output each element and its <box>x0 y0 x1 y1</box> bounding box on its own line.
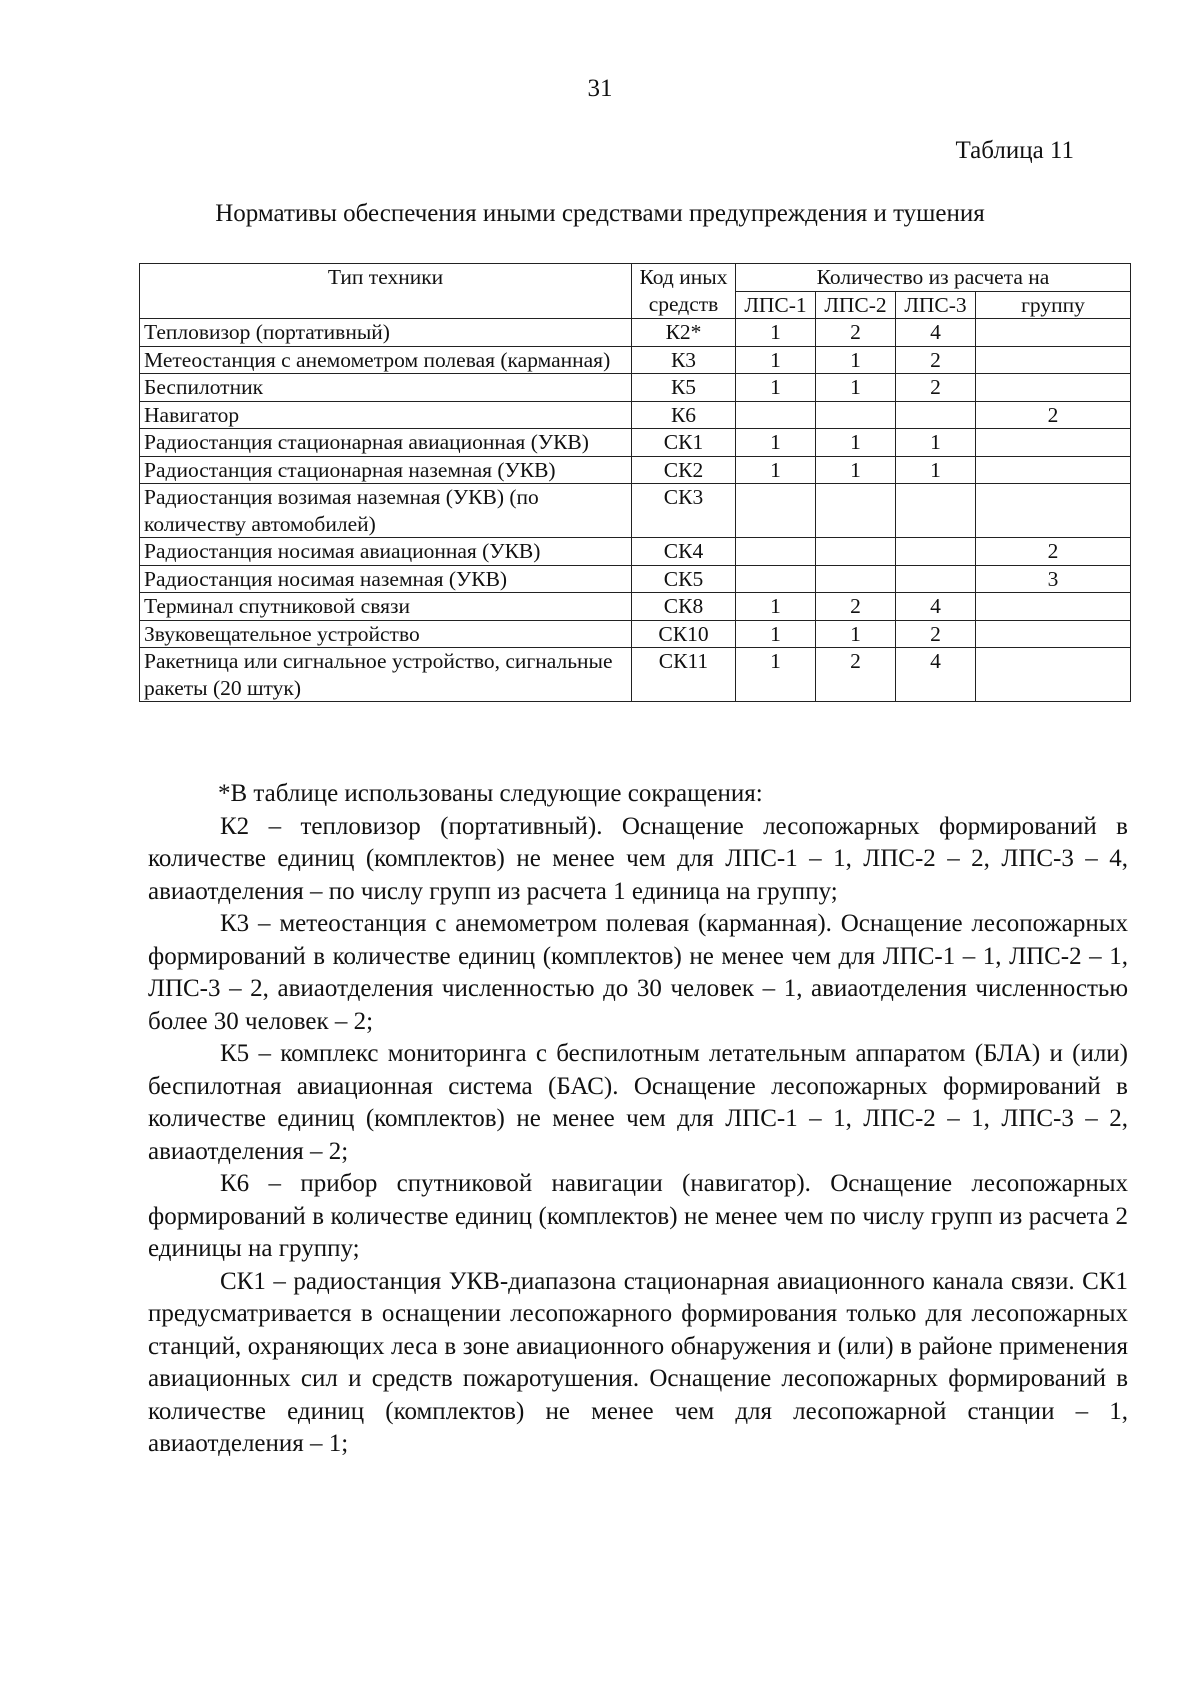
row-group-cell: 2 <box>976 401 1131 429</box>
row-group-cell <box>976 620 1131 648</box>
row-lps3-cell: 2 <box>896 346 976 374</box>
row-code-cell: СК1 <box>632 429 736 457</box>
note-paragraph: К5 – комплекс мониторинга с беспилотным летательным аппаратом (БЛА) и (или) беспилотная авиационная система (БАС). Оснащение лесопожарных формирований в количестве единиц (комплектов) не менее чем для ЛПС-1 – 1, ЛПС-2 – 1, ЛПС-3 – 2, авиаотделения – 2; <box>148 1040 1128 1165</box>
row-group-cell <box>976 319 1131 347</box>
table-row <box>140 648 1131 702</box>
row-lps3-cell: 1 <box>896 429 976 457</box>
table-row <box>140 565 1131 593</box>
row-lps2-cell: 1 <box>816 346 896 374</box>
note-paragraph: К3 – метеостанция с анемометром полевая (карманная). Оснащение лесопожарных формирований в количестве единиц (комплектов) не менее чем для ЛПС-1 – 1, ЛПС-2 – 1, ЛПС-3 – 2, авиаотделения численностью до 30 человек – 1, авиаотделения численностью более 30 человек – 2; <box>148 910 1128 1035</box>
header-lps1: ЛПС-1 <box>736 291 816 319</box>
row-name-cell: Радиостанция стационарная наземная (УКВ) <box>140 456 632 484</box>
row-group-cell <box>976 456 1131 484</box>
row-lps3-cell <box>896 538 976 566</box>
row-lps1-cell <box>736 484 816 538</box>
table-row <box>140 346 1131 374</box>
row-lps1-cell: 1 <box>736 319 816 347</box>
row-lps2-cell: 2 <box>816 648 896 702</box>
row-name-cell: Звуковещательное устройство <box>140 620 632 648</box>
table-body <box>140 319 1131 702</box>
row-lps2-cell: 1 <box>816 429 896 457</box>
row-code-cell: К5 <box>632 374 736 402</box>
table-row <box>140 456 1131 484</box>
table-row <box>140 620 1131 648</box>
notes-section <box>148 778 1128 1461</box>
row-lps3-cell <box>896 565 976 593</box>
row-group-cell: 2 <box>976 538 1131 566</box>
row-lps1-cell: 1 <box>736 648 816 702</box>
table-row <box>140 429 1131 457</box>
row-lps2-cell <box>816 484 896 538</box>
note-paragraph: К6 – прибор спутниковой навигации (навигатор). Оснащение лесопожарных формирований в количестве единиц (комплектов) не менее чем по числу групп из расчета 2 единицы на группу; <box>148 1170 1128 1262</box>
row-lps1-cell: 1 <box>736 346 816 374</box>
row-lps1-cell: 1 <box>736 456 816 484</box>
row-lps3-cell: 4 <box>896 319 976 347</box>
row-group-cell <box>976 648 1131 702</box>
notes-intro: *В таблице использованы следующие сокращения: <box>218 780 763 807</box>
row-lps1-cell: 1 <box>736 429 816 457</box>
row-lps1-cell: 1 <box>736 593 816 621</box>
row-group-cell <box>976 429 1131 457</box>
note-paragraph: СК1 – радиостанция УКВ-диапазона стационарная авиационного канала связи. СК1 предусматривается в оснащении лесопожарного формирования только для лесопожарных станций, охраняющих леса в зоне авиационного обнаружения и (или) в районе применения авиационных сил и средств пожаротушения. Оснащение лесопожарных формирований в количестве единиц (комплектов) не менее чем для лесопожарной станции – 1, авиаотделения – 1; <box>148 1267 1128 1457</box>
norms-table <box>139 263 1131 702</box>
row-name-cell: Навигатор <box>140 401 632 429</box>
page-number: 31 <box>587 75 613 102</box>
header-lps2: ЛПС-2 <box>816 291 896 319</box>
row-lps1-cell: 1 <box>736 374 816 402</box>
row-group-cell <box>976 374 1131 402</box>
table-row <box>140 538 1131 566</box>
row-lps2-cell <box>816 401 896 429</box>
row-lps3-cell: 4 <box>896 648 976 702</box>
row-lps2-cell <box>816 565 896 593</box>
table-row <box>140 319 1131 347</box>
row-lps3-cell: 2 <box>896 620 976 648</box>
row-group-cell: 3 <box>976 565 1131 593</box>
row-lps1-cell <box>736 565 816 593</box>
row-lps2-cell: 1 <box>816 620 896 648</box>
row-lps1-cell <box>736 538 816 566</box>
row-code-cell: К6 <box>632 401 736 429</box>
row-lps2-cell: 1 <box>816 374 896 402</box>
row-lps3-cell <box>896 484 976 538</box>
row-lps3-cell: 4 <box>896 593 976 621</box>
row-name-cell: Метеостанция с анемометром полевая (карманная) <box>140 346 632 374</box>
row-lps2-cell: 1 <box>816 456 896 484</box>
row-name-cell: Ракетница или сигнальное устройство, сигнальные ракеты (20 штук) <box>140 648 632 702</box>
row-code-cell: СК5 <box>632 565 736 593</box>
row-lps2-cell <box>816 538 896 566</box>
row-code-cell: СК2 <box>632 456 736 484</box>
row-code-cell: СК11 <box>632 648 736 702</box>
row-code-cell: К2* <box>632 319 736 347</box>
row-lps3-cell: 2 <box>896 374 976 402</box>
row-name-cell: Беспилотник <box>140 374 632 402</box>
row-name-cell: Радиостанция возимая наземная (УКВ) (по количеству автомобилей) <box>140 484 632 538</box>
row-code-cell: СК8 <box>632 593 736 621</box>
row-code-cell: К3 <box>632 346 736 374</box>
row-lps2-cell: 2 <box>816 593 896 621</box>
header-quantity: Количество из расчета на <box>736 264 1131 292</box>
row-group-cell <box>976 593 1131 621</box>
row-name-cell: Радиостанция носимая авиационная (УКВ) <box>140 538 632 566</box>
row-lps3-cell <box>896 401 976 429</box>
header-group: группу <box>976 291 1131 319</box>
row-name-cell: Тепловизор (портативный) <box>140 319 632 347</box>
row-code-cell: СК3 <box>632 484 736 538</box>
table-title: Нормативы обеспечения иными средствами предупреждения и тушения <box>215 200 985 227</box>
table-header-row <box>140 264 1131 292</box>
note-paragraph: К2 – тепловизор (портативный). Оснащение лесопожарных формирований в количестве единиц (комплектов) не менее чем для ЛПС-1 – 1, ЛПС-2 – 2, ЛПС-3 – 4, авиаотделения – по числу групп из расчета 1 единица на группу; <box>148 812 1128 905</box>
table-label: Таблица 11 <box>955 137 1074 164</box>
row-group-cell <box>976 484 1131 538</box>
row-group-cell <box>976 346 1131 374</box>
header-code: Код иных средств <box>632 264 736 319</box>
table-row <box>140 374 1131 402</box>
table-row <box>140 401 1131 429</box>
row-name-cell: Радиостанция стационарная авиационная (УКВ) <box>140 429 632 457</box>
row-code-cell: СК10 <box>632 620 736 648</box>
header-type: Тип техники <box>140 264 632 319</box>
row-name-cell: Терминал спутниковой связи <box>140 593 632 621</box>
table-row <box>140 593 1131 621</box>
row-lps3-cell: 1 <box>896 456 976 484</box>
table-row <box>140 484 1131 538</box>
header-lps3: ЛПС-3 <box>896 291 976 319</box>
row-name-cell: Радиостанция носимая наземная (УКВ) <box>140 565 632 593</box>
row-lps2-cell: 2 <box>816 319 896 347</box>
row-lps1-cell: 1 <box>736 620 816 648</box>
row-code-cell: СК4 <box>632 538 736 566</box>
row-lps1-cell <box>736 401 816 429</box>
